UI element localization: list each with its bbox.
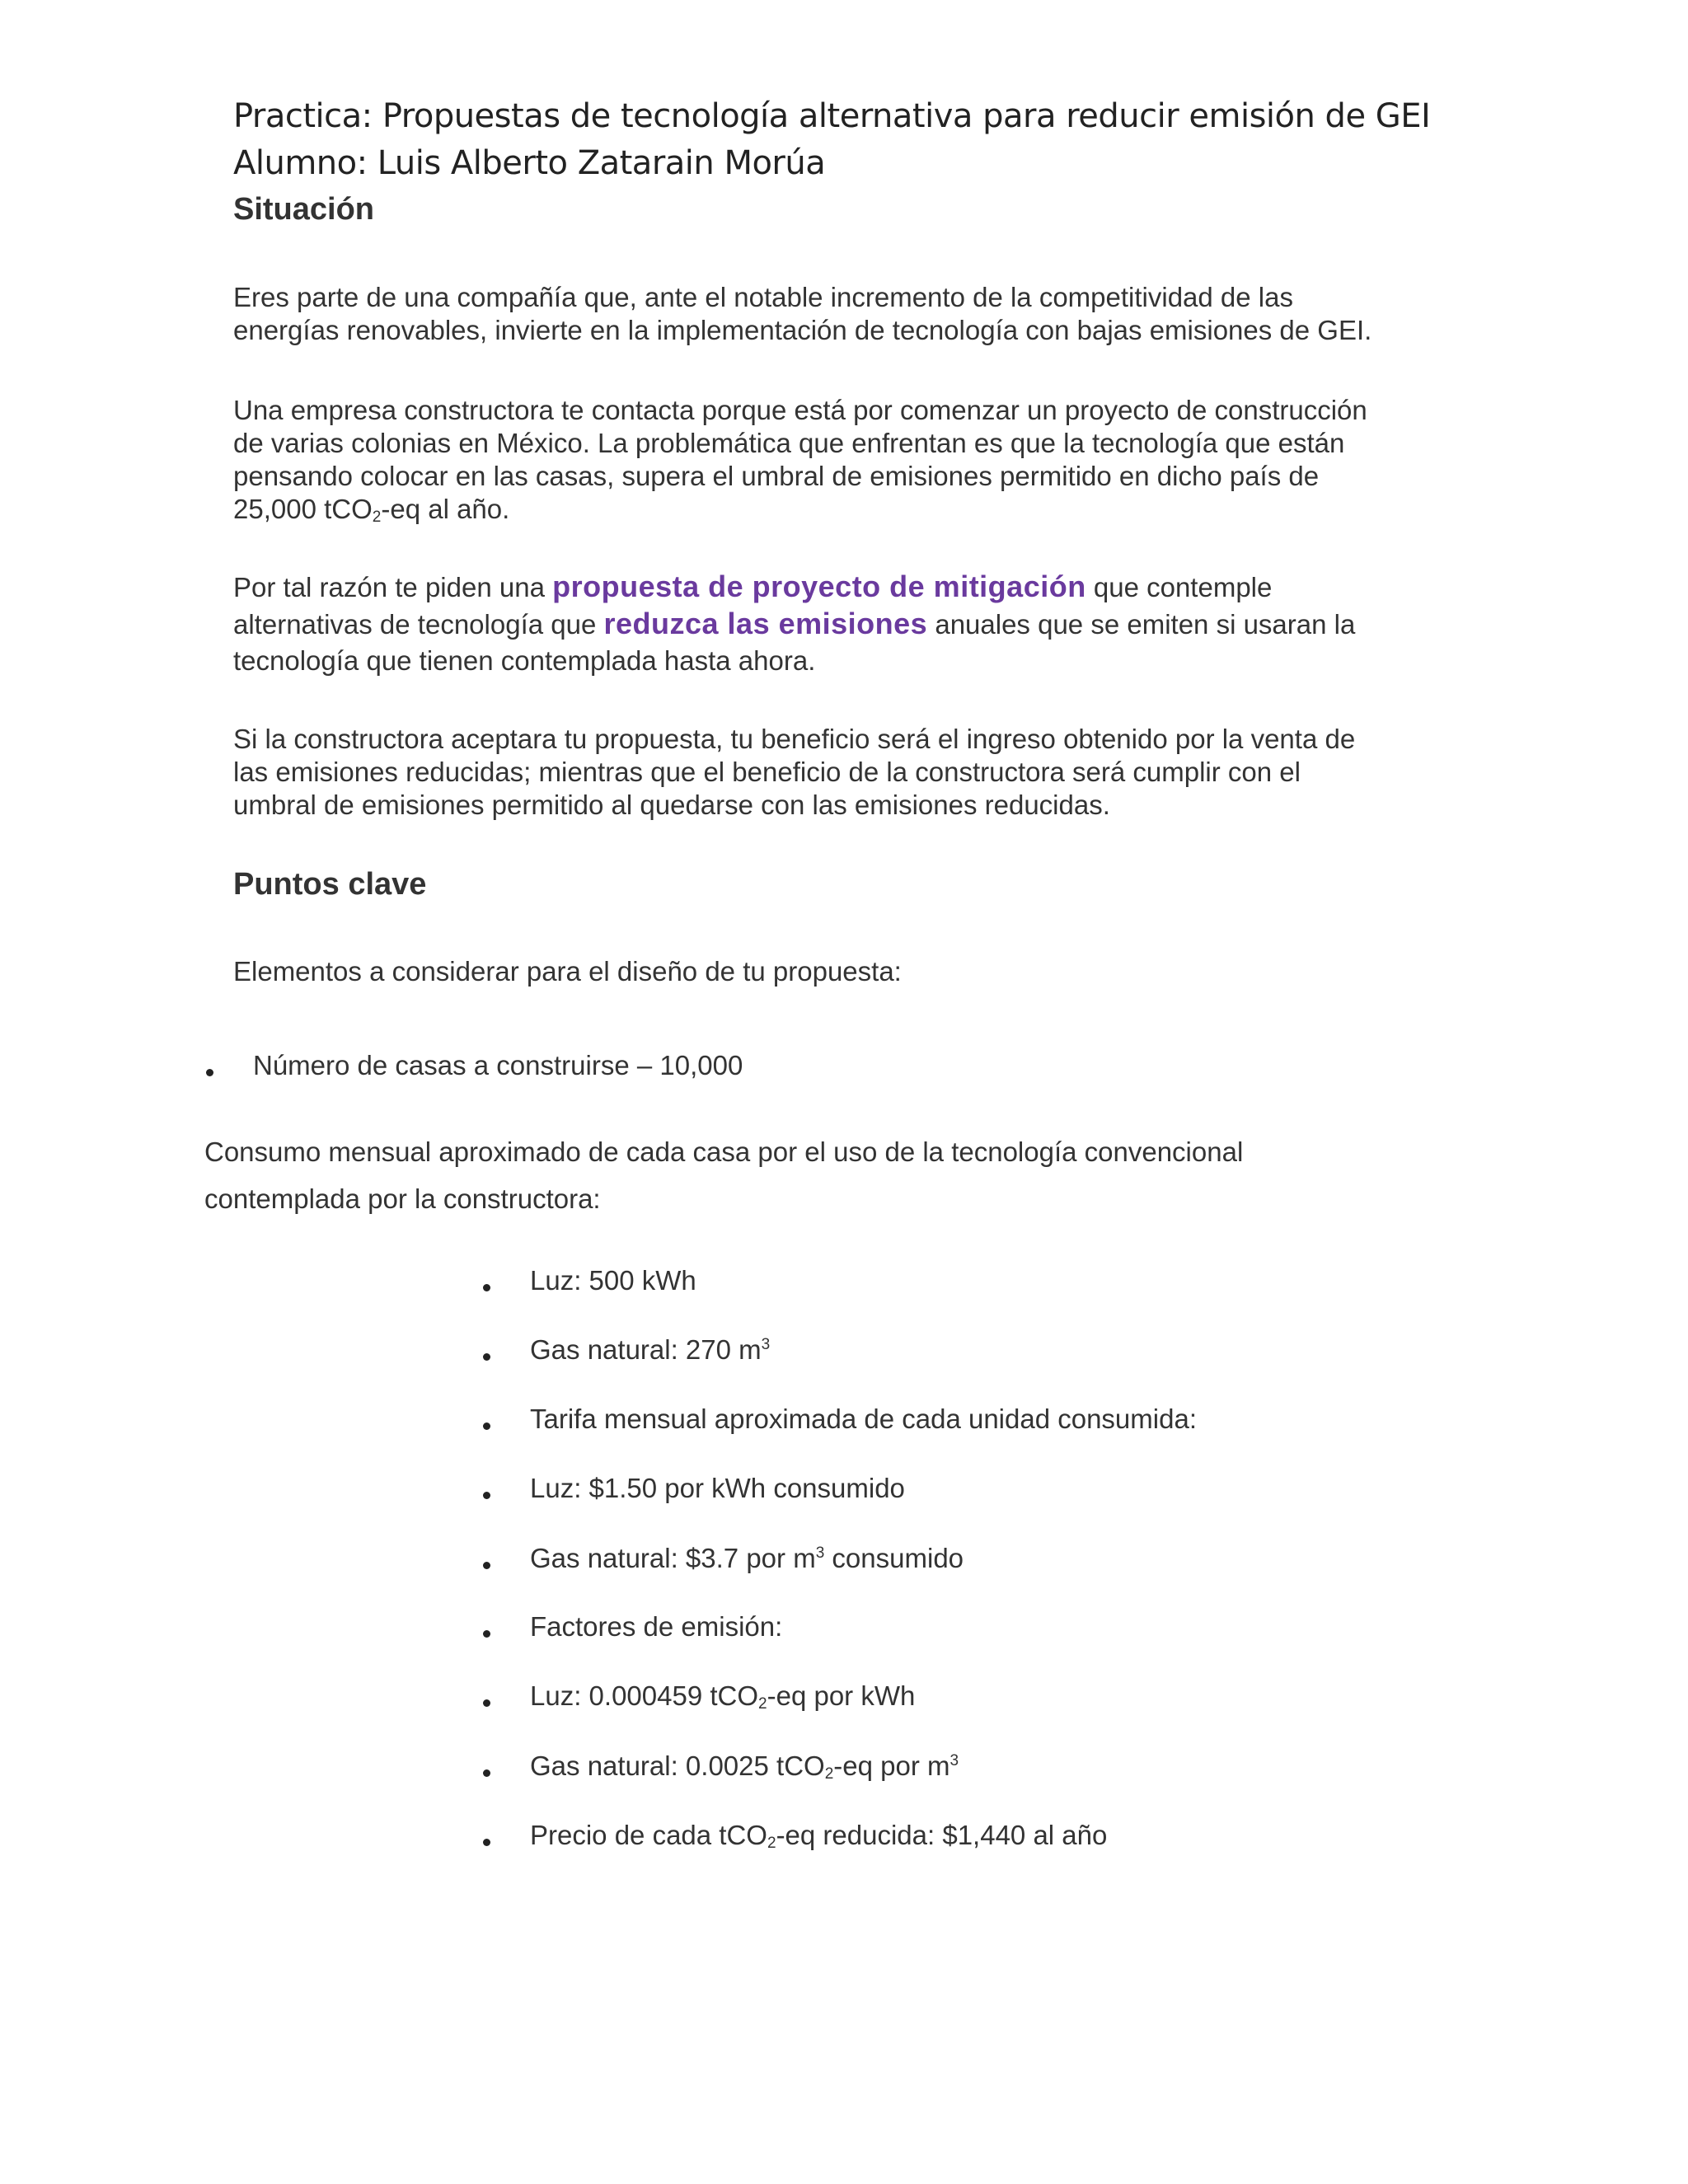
subscript: 2	[372, 509, 382, 526]
list-item-gas-factor	[530, 1750, 959, 1782]
paragraph-line: Si la constructora aceptara tu propuesta, tu beneficio será el ingreso obtenido por la venta de	[233, 724, 1356, 754]
subscript: 2	[824, 1765, 834, 1783]
paragraph-line: pensando colocar en las casas, supera el umbral de emisiones permitido en dicho país de	[233, 461, 1320, 491]
text-run: consumido	[824, 1543, 964, 1573]
list-item-houses: Número de casas a construirse – 10,000	[253, 1050, 743, 1080]
paragraph-benefit	[233, 723, 1453, 822]
bullet-icon	[483, 1422, 490, 1430]
text-run: Luz: 0.000459 tCO	[530, 1680, 759, 1711]
text-run: -eq por kWh	[767, 1680, 916, 1711]
list-item-precio	[530, 1820, 1107, 1851]
text-run: anuales que se emiten si usaran la	[927, 609, 1356, 640]
text-run: que contemple	[1085, 572, 1273, 602]
bullet-icon	[483, 1353, 490, 1361]
text-run: -eq reducida: $1,440 al año	[776, 1820, 1108, 1850]
bullet-icon	[206, 1069, 213, 1076]
superscript: 3	[761, 1336, 771, 1353]
list-item-luz-precio: Luz: $1.50 por kWh consumido	[530, 1473, 905, 1503]
paragraph-line: Eres parte de una compañía que, ante el notable incremento de la competitividad de las	[233, 282, 1293, 312]
consumption-paragraph	[204, 1128, 1523, 1222]
section-heading-situacion: Situación	[233, 192, 375, 227]
superscript: 3	[815, 1544, 825, 1562]
text-run: -eq por m	[833, 1750, 950, 1781]
list-item-tarifa: Tarifa mensual aproximada de cada unidad consumida:	[530, 1404, 1197, 1434]
bullet-icon	[483, 1492, 490, 1499]
section-heading-puntos-clave: Puntos clave	[233, 867, 427, 902]
paragraph-line: de varias colonias en México. La problemática que enfrentan es que la tecnología que están	[233, 428, 1345, 458]
paragraph-line: Una empresa constructora te contacta porque está por comenzar un proyecto de construcción	[233, 395, 1367, 425]
text-run: alternativas de tecnología que	[233, 609, 604, 640]
paragraph-request	[233, 569, 1453, 679]
subscript: 2	[767, 1835, 776, 1852]
paragraph-line	[233, 606, 1453, 643]
student-name: Alumno: Luis Alberto Zatarain Morúa	[233, 144, 826, 182]
highlight-mitigation-project: propuesta de proyecto de mitigación	[552, 569, 1086, 603]
list-item-luz-factor	[530, 1680, 915, 1712]
text-run: Gas natural: 0.0025 tCO	[530, 1750, 825, 1781]
paragraph-line: energías renovables, invierte en la implementación de tecnología con bajas emisiones de GEI.	[233, 315, 1372, 345]
bullet-icon	[483, 1769, 490, 1777]
bullet-icon	[483, 1630, 490, 1638]
list-item-gas	[530, 1334, 770, 1366]
paragraph-line	[233, 569, 1453, 606]
paragraph-line: contemplada por la constructora:	[204, 1183, 601, 1214]
text-run: Precio de cada tCO	[530, 1820, 767, 1850]
superscript: 3	[950, 1752, 959, 1769]
paragraph-context	[233, 281, 1453, 347]
paragraph-line: Consumo mensual aproximado de cada casa por el uso de la tecnología convencional	[204, 1137, 1244, 1167]
text-run: 25,000 tCO	[233, 494, 373, 524]
list-item-factores: Factores de emisión:	[530, 1611, 783, 1642]
paragraph-line: las emisiones reducidas; mientras que el beneficio de la constructora será cumplir con el	[233, 757, 1301, 787]
paragraph-line: umbral de emisiones permitido al quedarse con las emisiones reducidas.	[233, 790, 1110, 820]
bullet-icon	[483, 1284, 490, 1291]
document-title: Practica: Propuestas de tecnología alternativa para reducir emisión de GEI	[233, 97, 1431, 135]
text-run: Gas natural: $3.7 por m	[530, 1543, 816, 1573]
subscript: 2	[758, 1695, 767, 1713]
list-item-gas-precio	[530, 1543, 964, 1574]
text-run: Por tal razón te piden una	[233, 572, 553, 602]
highlight-reduce-emissions: reduzca las emisiones	[603, 607, 928, 640]
list-item-luz: Luz: 500 kWh	[530, 1265, 696, 1296]
paragraph-line: tecnología que tienen contemplada hasta ahora.	[233, 645, 816, 676]
paragraph-problem	[233, 394, 1453, 526]
elements-intro: Elementos a considerar para el diseño de tu propuesta:	[233, 956, 902, 987]
text-run: Gas natural: 270 m	[530, 1334, 762, 1365]
paragraph-line	[233, 493, 1453, 526]
text-run: -eq al año.	[381, 494, 510, 524]
bullet-icon	[483, 1562, 490, 1569]
bullet-icon	[483, 1699, 490, 1707]
bullet-icon	[483, 1839, 490, 1846]
